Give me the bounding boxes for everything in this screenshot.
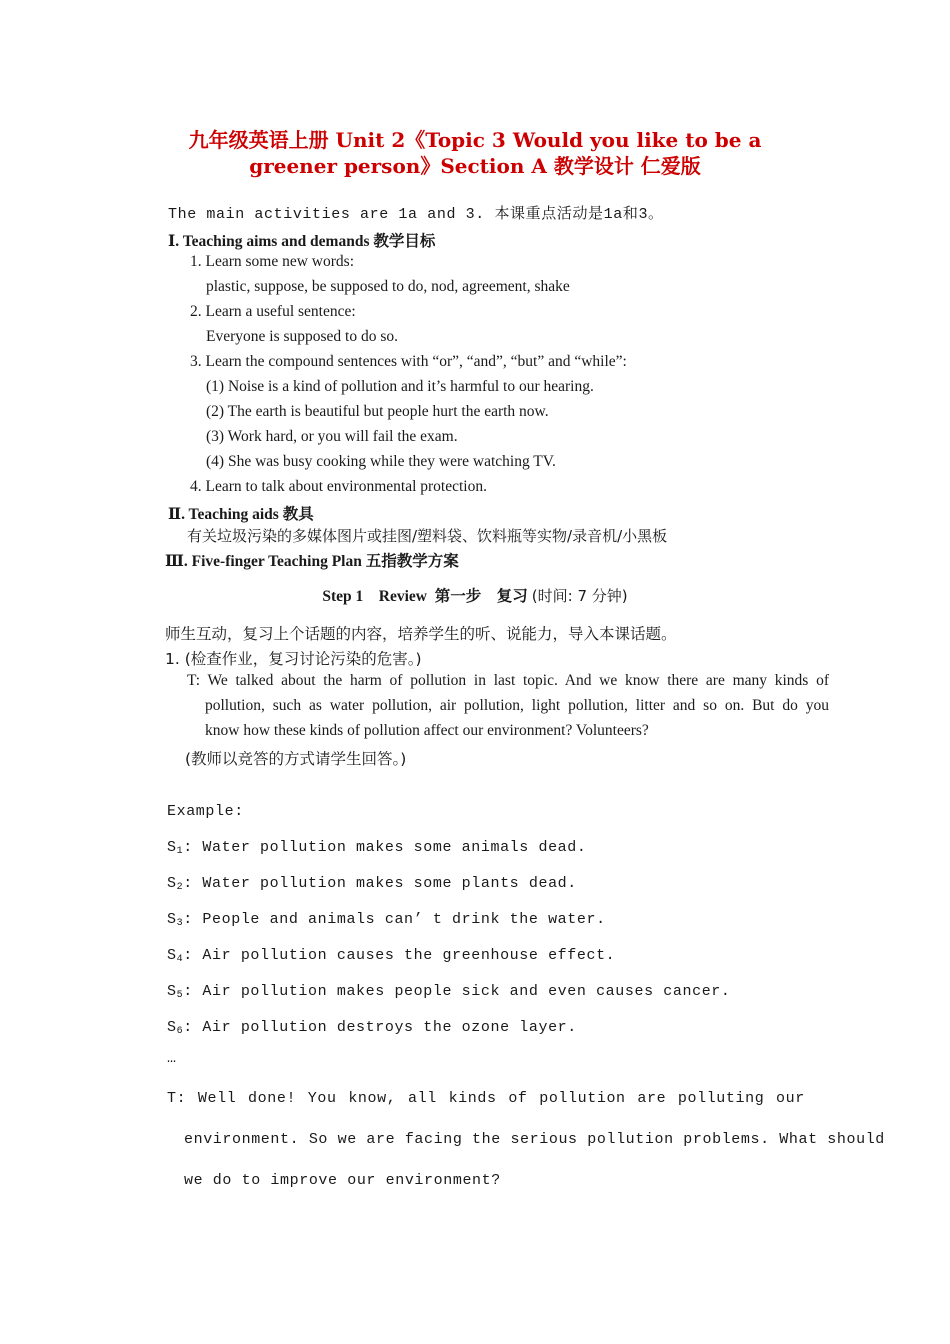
speaker-number: 3 [176,918,184,929]
aim-item-2-sentence: Everyone is supposed to do so. [206,328,399,345]
speaker-number: 2 [176,882,184,893]
speaker-number: 5 [176,990,184,1001]
step1-teacher-line-2: pollution, such as water pollution, air pollution, light pollution, litter and so on. But do you [205,697,829,714]
aim-item-3-example-1: (1) Noise is a kind of pollution and it’s harmful to our hearing. [206,378,594,395]
aim-item-1: 1. Learn some new words: [190,253,354,270]
example-line-1 [167,839,586,857]
word: polluting [677,1090,765,1107]
teaching-aids-heading: Ⅱ. Teaching aids 教具 [168,506,314,523]
word: know, [348,1090,397,1107]
aim-item-1-words: plastic, suppose, be supposed to do, nod, agreement, shake [206,278,570,295]
speaker: S [167,839,177,856]
step1-summary: 师生互动，复习上个话题的内容，培养学生的听、说能力，导入本课话题。 [165,625,677,643]
example-line-4 [167,947,615,965]
example-line-5 [167,983,731,1001]
speaker-number: 1 [176,846,184,857]
five-finger-plan-heading: Ⅲ. Five-finger Teaching Plan 五指教学方案 [165,553,459,570]
teaching-aims-heading: Ⅰ. Teaching aims and demands 教学目标 [168,233,436,250]
aim-item-2: 2. Learn a useful sentence: [190,303,356,320]
intro-text: The main activities are 1a and 3. 本课重点活动是1a和3。 [168,206,664,223]
example-line-6 [167,1019,577,1037]
speaker: S [167,947,177,964]
step1-note: (教师以竞答的方式请学生回答。) [185,750,407,768]
speaker: S [167,983,177,1000]
word: are [637,1090,667,1107]
aim-item-4: 4. Learn to talk about environmental protection. [190,478,487,495]
step1-time: (时间: 7 分钟) [531,587,628,605]
aim-item-3: 3. Learn the compound sentences with “or”, “and”, “but” and “while”: [190,353,627,370]
word: T: [167,1090,187,1107]
step1-point-1: 1. (检查作业，复习讨论污染的危害。) [165,650,422,668]
aim-item-3-example-3: (3) Work hard, or you will fail the exam. [206,428,458,445]
speaker: S [167,1019,177,1036]
example-ellipsis: … [167,1050,177,1067]
teacher-closing-line-1 [167,1090,805,1107]
speaker-number: 6 [176,1026,184,1037]
word: done! [248,1090,297,1107]
word: our [776,1090,805,1107]
example-text: : Air pollution makes people sick and even causes cancer. [183,983,731,1000]
step1-heading-row [0,584,950,606]
document-title-line2: greener person》Section A 教学设计 仁爱版 [249,154,701,178]
example-text: : Air pollution destroys the ozone layer. [183,1019,577,1036]
word: You [307,1090,337,1107]
example-text: : People and animals can’ t drink the water. [183,911,606,928]
teacher-closing-line-2: environment. So we are facing the serious pollution problems. What should [184,1131,885,1148]
aim-item-3-example-2: (2) The earth is beautiful but people hurt the earth now. [206,403,549,420]
word: kinds [448,1090,497,1107]
example-line-3 [167,911,606,929]
example-line-2 [167,875,577,893]
step1-teacher-line-3: know how these kinds of pollution affect our environment? Volunteers? [205,722,649,739]
step1-teacher-line-1: T: We talked about the harm of pollution in last topic. And we know there are many kinds of [187,672,829,689]
example-label: Example: [167,803,244,820]
word: Well [197,1090,237,1107]
document-title-line1: 九年级英语上册 Unit 2《Topic 3 Would you like to be a [188,128,762,152]
teacher-closing-line-3: we do to improve our environment? [184,1172,501,1189]
example-text: : Water pollution makes some animals dead. [183,839,587,856]
speaker: S [167,875,177,892]
word: all [408,1090,437,1107]
example-text: : Air pollution causes the greenhouse effect. [183,947,616,964]
speaker: S [167,911,177,928]
speaker-number: 4 [176,954,184,965]
word: of [508,1090,528,1107]
example-text: : Water pollution makes some plants dead. [183,875,577,892]
word: pollution [539,1090,626,1107]
aim-item-3-example-4: (4) She was busy cooking while they were watching TV. [206,453,556,470]
step1-heading: Step 1 Review 第一步 复习 [322,588,528,605]
teaching-aids-content: 有关垃圾污染的多媒体图片或挂图/塑料袋、饮料瓶等实物/录音机/小黑板 [187,527,668,545]
